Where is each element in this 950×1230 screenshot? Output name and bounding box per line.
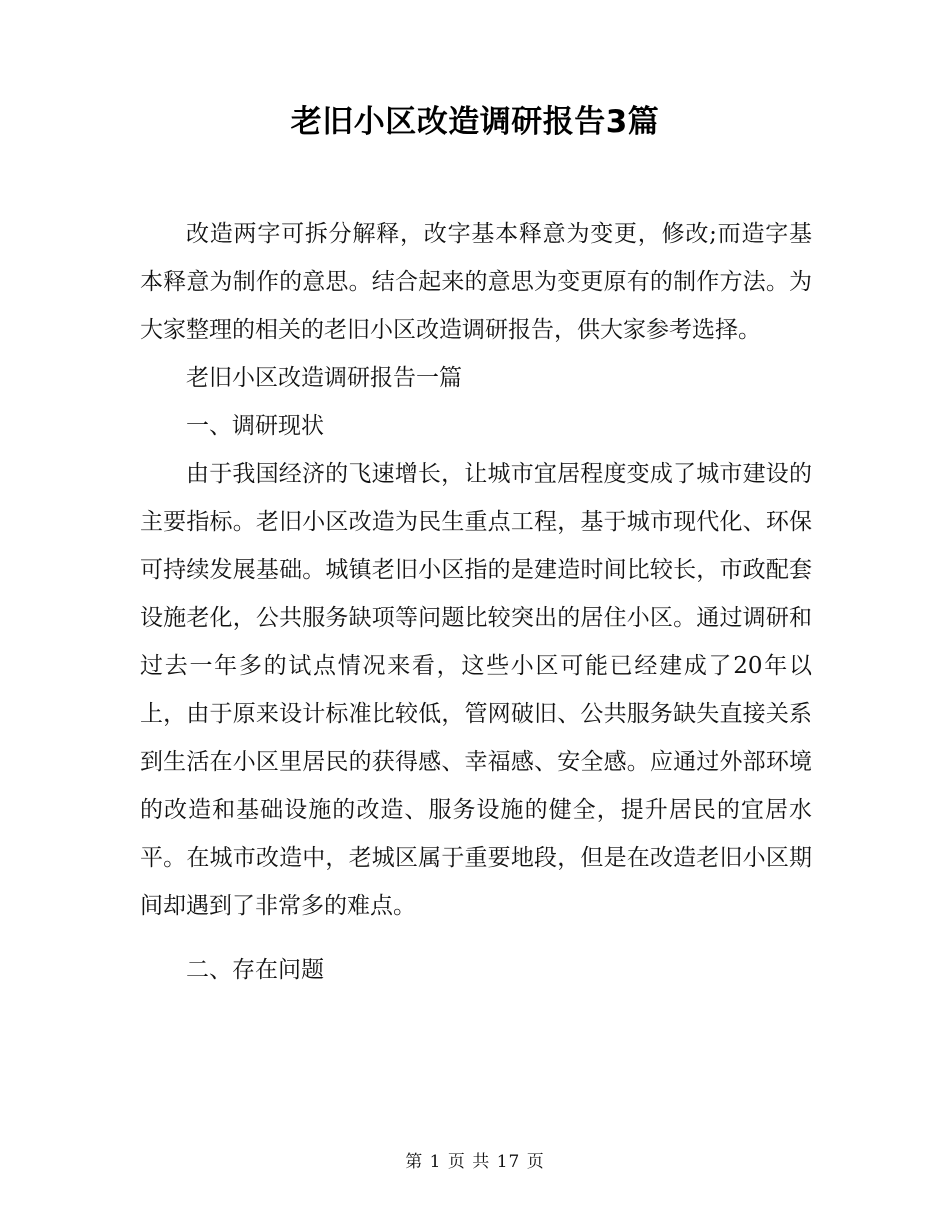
subsection-heading: 二、存在问题 xyxy=(186,957,324,983)
intro-paragraph: 改造两字可拆分解释，改字基本释意为变更，修改;而造字基本释意为制作的意思。结合起来的意思为变更原有的制作方法。为大家整理的相关的老旧小区改造调研报告，供大家参考选择。 xyxy=(140,221,812,343)
body-paragraph: 由于我国经济的飞速增长，让城市宜居程度变成了城市建设的主要指标。老旧小区改造为民生重点工程，基于城市现代化、环保可持续发展基础。城镇老旧小区指的是建造时间比较长，市政配套设施老化，公共服务缺项等问题比较突出的居住小区。通过调研和过去一年多的试点情况来看，这些小区可能已经建成了20年以上，由于原来设计标准比较低，管网破旧、公共服务缺失直接关系到生活在小区里居民的获得感、幸福感、安全感。应通过外部环境的改造和基础设施的改造、服务设施的健全，提升居民的宜居水平。在城市改造中，老城区属于重要地段，但是在改造老旧小区期间却遇到了非常多的难点。 xyxy=(140,461,812,919)
page-number: 第 1 页 共 17 页 xyxy=(405,1152,545,1172)
document-title: 老旧小区改造调研报告3篇 xyxy=(290,104,660,140)
document-body xyxy=(140,210,812,994)
subsection-heading: 一、调研现状 xyxy=(186,413,324,439)
section-heading: 老旧小区改造调研报告一篇 xyxy=(186,365,462,391)
